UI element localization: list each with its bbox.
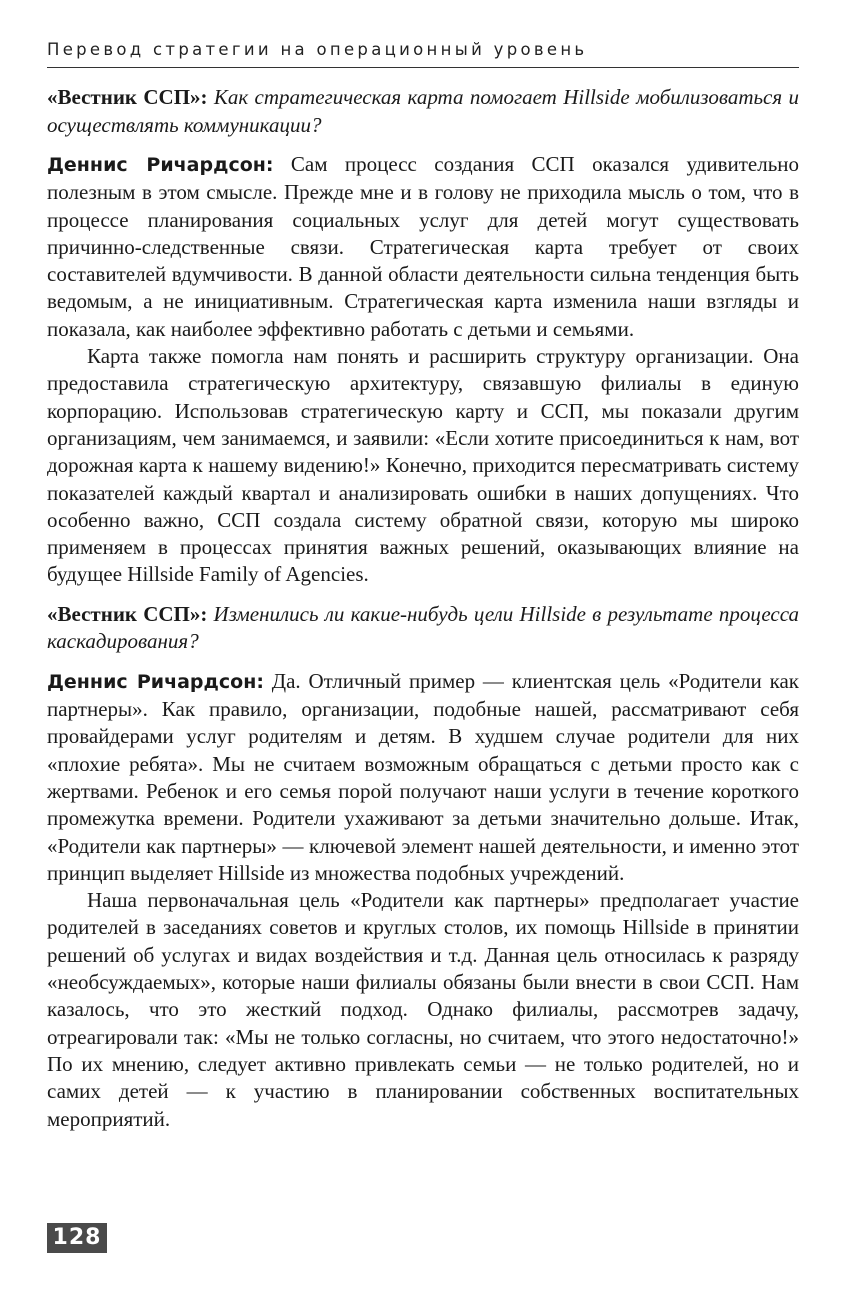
running-head: Перевод стратегии на операционный уровень	[47, 40, 799, 68]
book-page	[47, 0, 799, 1145]
question-text: Изменились ли какие-нибудь цели Hillside в результате процесса каскадирования?	[47, 601, 799, 654]
paragraph-text: Наша первоначальная цель «Родители как партнеры» предполагает участие родителей в заседаниях советов и круглых столов, их помощь Hillside в принятии решений об услугах и видах воздействия и т.д. Данная цель относилась к разряду «необсуждаемых», которые наши филиалы обязаны были внести в свои ССП. Нам казалось, что это жесткий подход. Однако филиалы, рассмотрев задачу, отреагировали так: «Мы не только согласны, но считаем, что этого недостаточно!» По их мнению, следует активно привлекать семьи — не только родителей, но и самих детей — к участию в планировании собственных воспитательных мероприятий.	[47, 888, 799, 1131]
body-paragraph	[47, 887, 799, 1133]
page-number-badge: 128	[47, 1223, 107, 1253]
question-paragraph	[47, 601, 799, 656]
answer-paragraph	[47, 668, 799, 887]
body-paragraph	[47, 343, 799, 589]
answer-text: Да. Отличный пример — клиентская цель «Родители как партнеры». Как правило, организации, подобные нашей, рассматривают себя провайдерами услуг родителям и детям. В худшем случае родители для них «плохие ребята». Мы не считаем возможным обращаться с детьми просто как с жертвами. Ребенок и его семья порой получают наши услуги в течение короткого промежутка времени. Родители ухаживают за детьми значительно дольше. Итак, «Родители как партнеры» — ключевой элемент нашей деятельности, и именно этот принцип выделяет Hillside из множества подобных учреждений.	[47, 668, 800, 885]
answer-paragraph	[47, 151, 799, 343]
speaker-label: «Вестник ССП»:	[47, 85, 208, 109]
question-text: Как стратегическая карта помогает Hillside мобилизоваться и осуществлять коммуникации?	[47, 85, 799, 137]
speaker-label: «Вестник ССП»:	[47, 601, 208, 626]
question-paragraph	[47, 84, 799, 139]
speaker-label: Деннис Ричардсон:	[47, 670, 264, 693]
answer-text: Сам процесс создания ССП оказался удивительно полезным в этом смысле. Прежде мне и в голову не приходила мысль о том, что в процессе планирования социальных услуг для детей могут существовать причинно-следственные связи. Стратегическая карта требует от своих составителей вдумчивости. В данной области деятельности сильна тенденция быть ведомым, а не инициативным. Стратегическая карта изменила наши взгляды и показала, как наиболее эффективно работать с детьми и семьями.	[47, 152, 800, 341]
paragraph-text: Карта также помогла нам понять и расширить структуру организации. Она предоставила стратегическую архитектуру, связавшую филиалы в единую корпорацию. Использовав стратегическую карту и ССП, мы показали другим организациям, чем занимаемся, и заявили: «Если хотите присоединиться к нам, вот дорожная карта к нашему видению!» Конечно, приходится пересматривать систему показателей каждый квартал и анализировать ошибки в наших допущениях. Что особенно важно, ССП создала систему обратной связи, которую мы широко применяем в процессах принятия важных решений, оказывающих влияние на будущее Hillside Family of Agencies.	[47, 344, 799, 587]
speaker-label: Деннис Ричардсон:	[47, 154, 274, 176]
page-content	[47, 84, 799, 1133]
